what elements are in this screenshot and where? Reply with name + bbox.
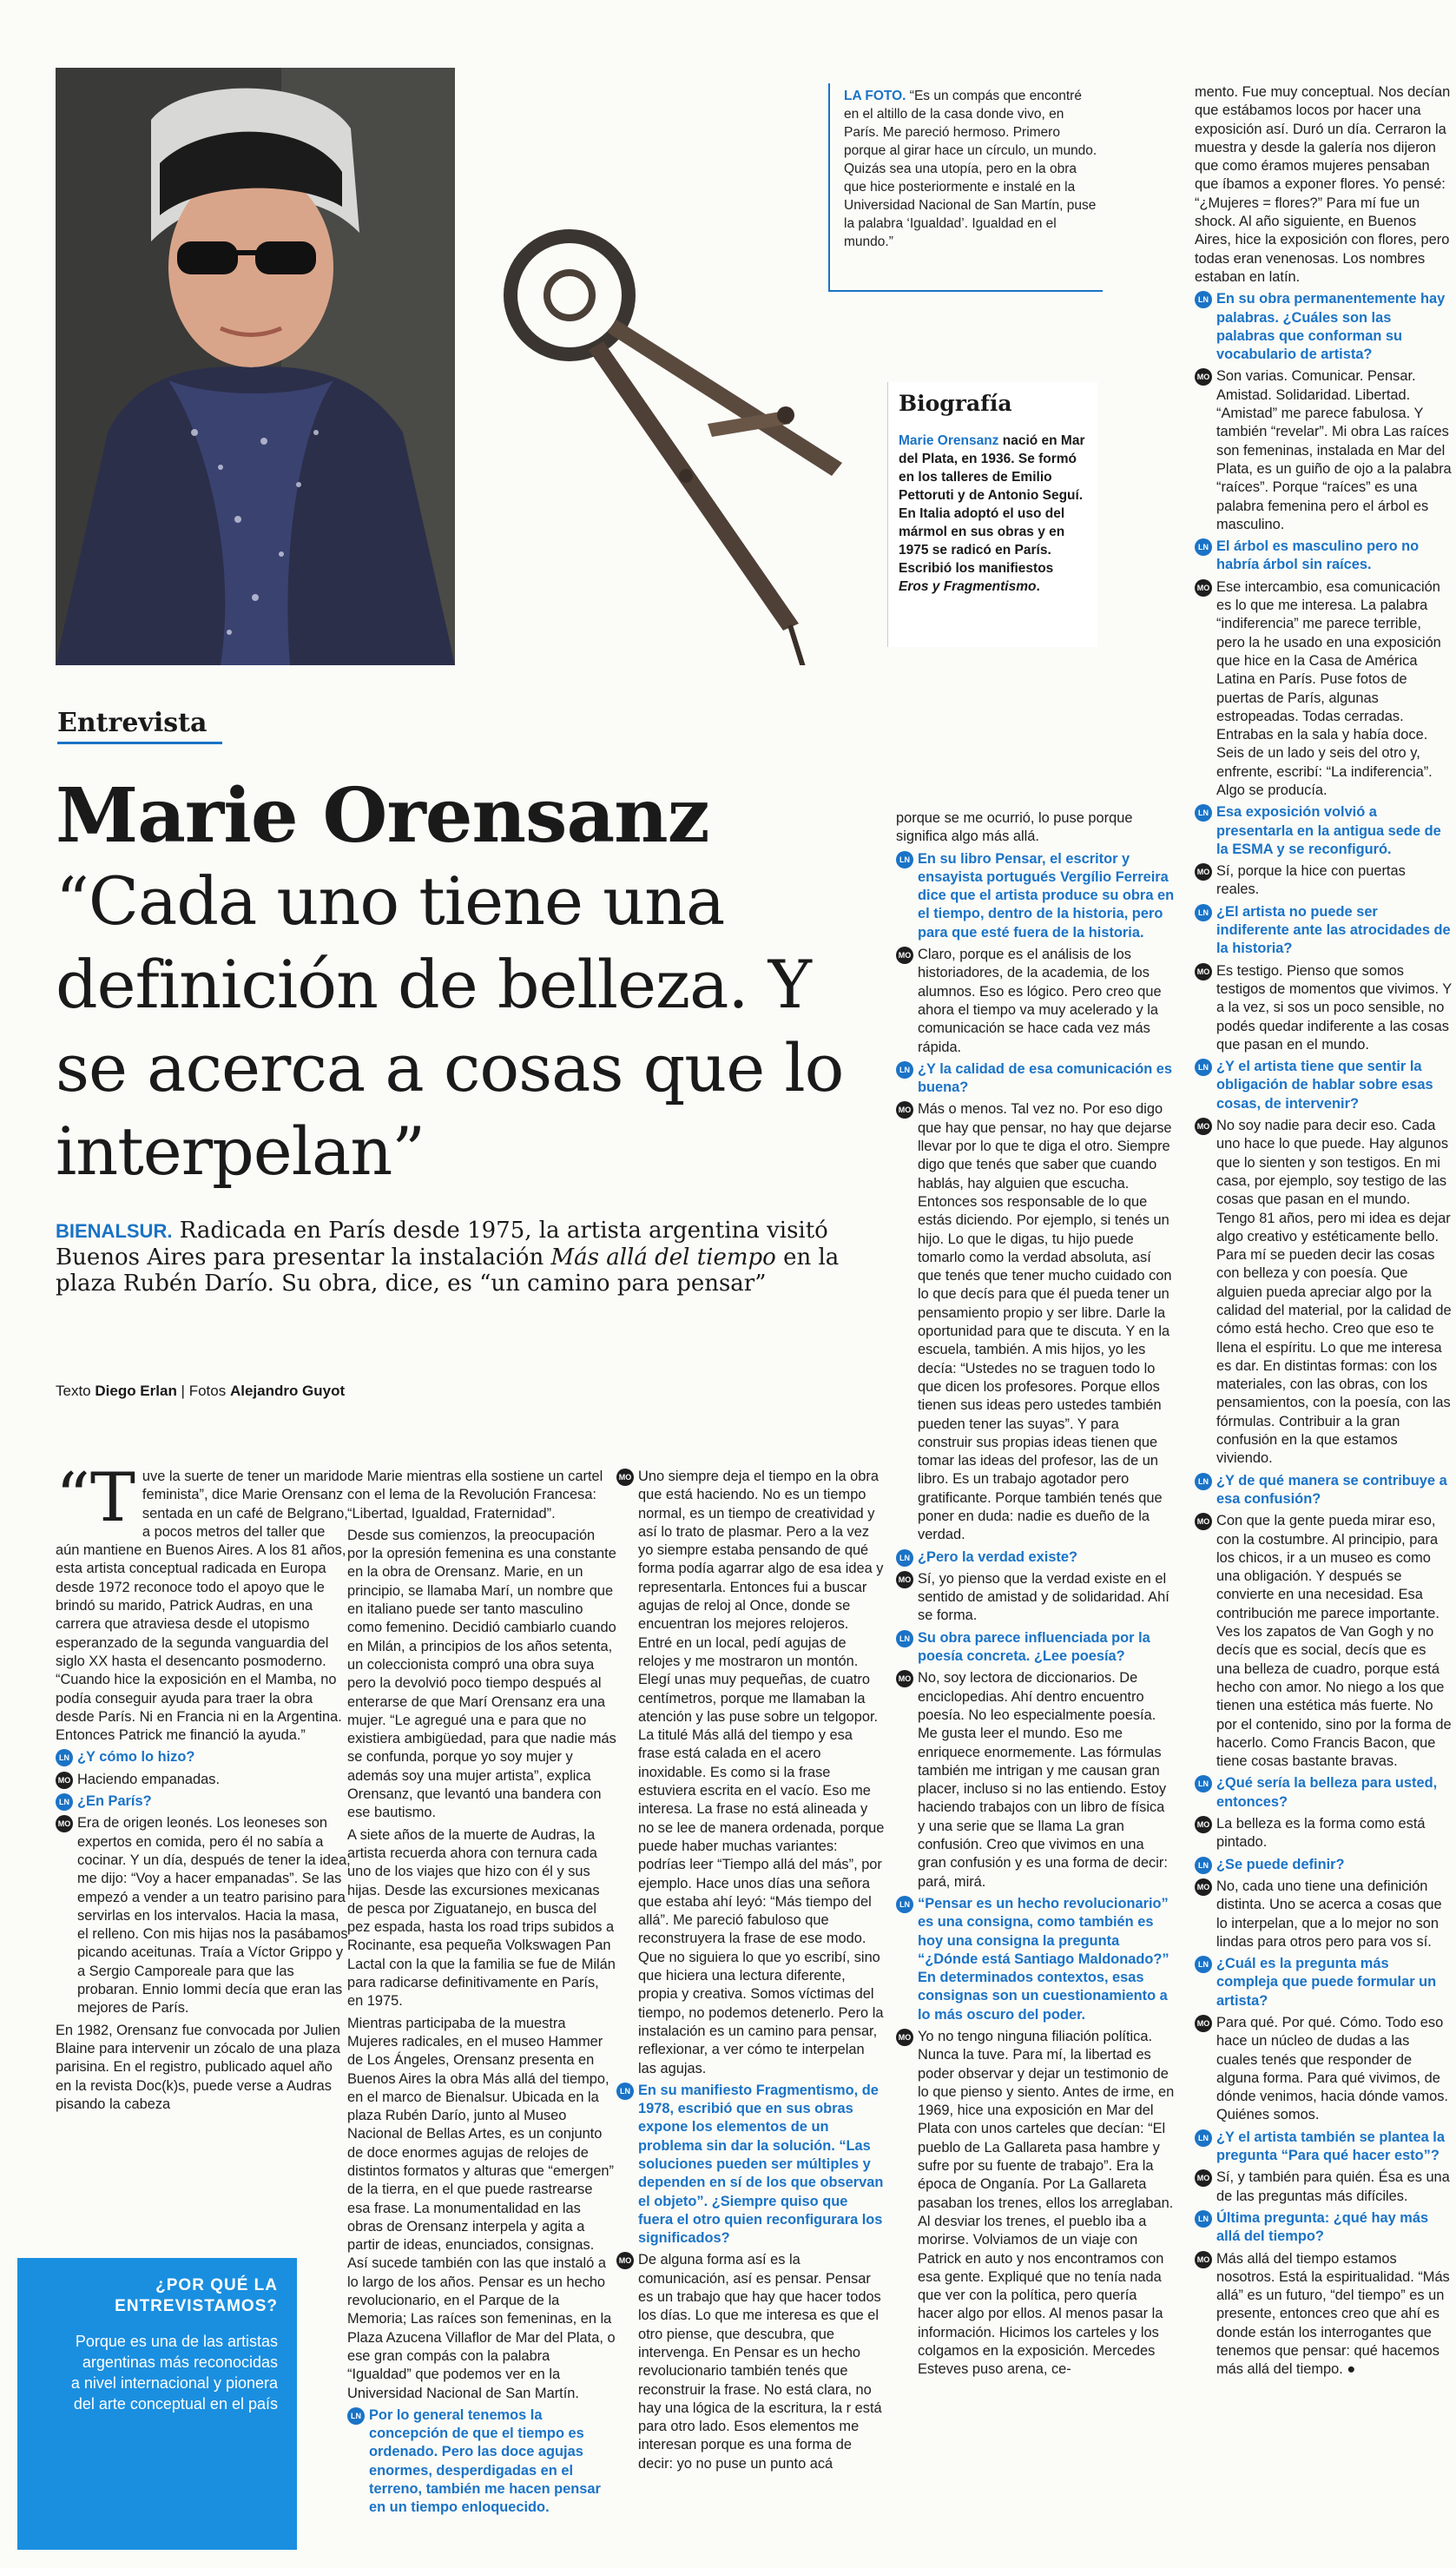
ln-badge-icon: LN bbox=[896, 1061, 913, 1079]
biography-body: nació en Mar del Plata, en 1936. Se formó en los talleres de Emilio Pettoruti y de Antonio Seguí. En Italia adoptó el uso del mármol en sus obras y en 1975 se radicó en París. Escribió los manifiestos bbox=[899, 433, 1085, 576]
answer-text: Claro, porque es el análisis de los historiadores, de la academia, de los alumnos. Eso es lógico. Pero creo que ahora el tiempo va muy acelerado y la comunicación se hace cada vez más rápida. bbox=[918, 947, 1162, 1055]
question-text: Su obra parece influenciada por la poesía concreta. ¿Lee poesía? bbox=[918, 1629, 1150, 1665]
ln-badge-icon: LN bbox=[347, 2407, 365, 2425]
article-column-5 bbox=[1195, 83, 1452, 2383]
answer bbox=[896, 1669, 1176, 1891]
answer bbox=[1195, 962, 1452, 1054]
mo-badge-icon: MO bbox=[896, 1670, 913, 1687]
question-text: En su libro Pensar, el escritor y ensayista portugués Vergílio Ferreira dice que el artista produce su obra en el tiempo, dentro de la historia, pero para que esté fuera de la historia. bbox=[918, 850, 1175, 941]
mo-badge-icon: MO bbox=[896, 947, 913, 964]
article-column-3 bbox=[616, 1468, 886, 2477]
question-text: Esa exposición volvió a presentarla en la antigua sede de la ESMA y se reconfiguró. bbox=[1216, 804, 1441, 857]
ln-badge-icon: LN bbox=[1195, 904, 1212, 921]
answer bbox=[896, 1570, 1176, 1626]
question bbox=[56, 1748, 351, 1766]
question bbox=[347, 2406, 616, 2518]
answer-text: Más o menos. Tal vez no. Por eso digo que hay que pensar, no hay que dejarse llevar por lo que te diga el otro. Siempre digo que tenés que saber que cuando hablás, hay alguien que escucha. Entonces sos responsable de lo que estás diciendo. Por ejemplo, si tenés un hijo. Lo que le digas, tu hijo puede tomarlo como la verdad absoluta, así que tenés que tener mucho cuidado con lo que decís para que él pueda tener un pensamiento propio y ser libre. Darle la oportunidad para que te discuta. Y en la escuela, también. A mis hijos, yo les decía: “Ustedes no se traguen todo lo que dicen los profesores. Porque ellos tienen sus ideas pero ustedes también pueden tener las suyas”. Y para construir sus propias ideas tienen que tomar las ideas del profesor, las de un libro. Es un trabajo agotador pero gratificante. Porque también tenés que poner en duda: nadie es dueño de la verdad. bbox=[918, 1101, 1172, 1543]
question bbox=[896, 850, 1176, 942]
question bbox=[1195, 2129, 1452, 2166]
article-column-2 bbox=[347, 1468, 616, 2521]
answer bbox=[1195, 2014, 1452, 2125]
biography-end: . bbox=[1036, 579, 1040, 594]
intro-paragraph bbox=[56, 1459, 351, 1745]
answer-text: Para qué. Por qué. Cómo. Todo eso hace un núcleo de dudas a las cuales tenés que responder de alguna forma. Para qué vivimos, de dónde venimos, hacia dónde vamos. Quiénes somos. bbox=[1216, 2014, 1448, 2123]
foto-box-border bbox=[828, 83, 830, 290]
question bbox=[896, 1548, 1176, 1567]
question bbox=[1195, 1856, 1452, 1874]
answer bbox=[1195, 2169, 1452, 2206]
mo-badge-icon: MO bbox=[56, 1815, 73, 1832]
answer-text: Era de origen leonés. Los leoneses son expertos en comida, pero él no sabía a cocinar. Y un día, después de tener la idea, me dijo: “Voy a hacer empanadas”. Se las empezó a vender a un teatro parisino para servirlas en los intervalos. Hacia la masa, el relleno. Con mis hijas nos la pasábamos picando aceitunas. Traía a Víctor Grippo y a Sergio Camporeale para que las probaran. Ennio Iommi decía que eran las mejores de París. bbox=[77, 1815, 351, 2017]
article-column-4 bbox=[896, 809, 1176, 2383]
question-text: ¿Y de qué manera se contribuye a esa confusión? bbox=[1216, 1472, 1447, 1507]
mo-badge-icon: MO bbox=[1195, 1878, 1212, 1896]
lead-text-b: en la plaza Rubén Darío. Su obra, dice, es “un camino para pensar” bbox=[56, 1244, 840, 1297]
answer-text: Ese intercambio, esa comunicación es lo que me interesa. La palabra “indiferencia” me parece terrible, pero la he usado en una exposición que hice en la Casa de América Latina en París. Puse fotos de puertas de París, algunas estropeadas. Todas cerradas. Entrabas en la sala y había doce. Seis de un lado y seis del otro y, enfrente, escribí: “La indiferencia”. Algo se producía. bbox=[1216, 578, 1441, 798]
photographer: Alejandro Guyot bbox=[229, 1383, 346, 1399]
body-paragraph: A siete años de la muerte de Audras, la artista recuerda ahora con ternura cada uno de los viajes que hizo con él y sus hijas. Desde las excursiones mexicanas de pesca por Ziguatanejo, en busca del pez espada, hasta los road trips subidos a Rocinante, esa pequeña Volkswagen Pan Lactal con la que la familia se fue de Milán para radicarse definitivamente en París, en 1975. bbox=[347, 1826, 616, 2010]
ln-badge-icon: LN bbox=[1195, 2210, 1212, 2228]
question bbox=[1195, 1472, 1452, 1509]
ln-badge-icon: LN bbox=[1195, 538, 1212, 556]
ln-badge-icon: LN bbox=[56, 1749, 73, 1766]
ln-badge-icon: LN bbox=[896, 1549, 913, 1567]
question-text: El árbol es masculino pero no habría árbol sin raíces. bbox=[1216, 538, 1420, 573]
mo-badge-icon: MO bbox=[56, 1772, 73, 1789]
question-text: En su obra permanentemente hay palabras. ¿Cuáles son las palabras que conforman su vocabulario de artista? bbox=[1216, 291, 1446, 363]
why-title: ¿POR QUÉ LA ENTREVISTAMOS? bbox=[115, 2276, 278, 2315]
mo-badge-icon: MO bbox=[1195, 368, 1212, 386]
answer bbox=[1195, 2250, 1452, 2380]
answer-text: La belleza es la forma como está pintado. bbox=[1216, 1816, 1426, 1851]
mo-badge-icon: MO bbox=[616, 2252, 634, 2269]
question bbox=[616, 2082, 886, 2248]
photo-caption-label: LA FOTO. bbox=[844, 89, 906, 103]
section-label: Entrevista bbox=[57, 708, 208, 738]
mo-badge-icon: MO bbox=[896, 1571, 913, 1588]
answer bbox=[616, 1468, 886, 2078]
answer bbox=[616, 2251, 886, 2473]
credits-prefix: Texto bbox=[56, 1383, 96, 1399]
photo-caption bbox=[835, 87, 1099, 251]
answer-text: Uno siempre deja el tiempo en la obra que está haciendo. No es un tiempo normal, es un tiempo de creatividad y así lo trato de plasmar. Pero a la vez yo siempre estaba pensando de qué forma podía agarrar algo de esa idea y representarla. Entonces fui a buscar agujas de reloj al Once, donde se encuentran los mejores relojeros. Entré en un local, pedí agujas de relojes y me mostraron un montón. Elegí unas muy pequeñas, de cuatro centímetros, porque me llamaban la atención y las puse sobre un telgopor. La titulé Más allá del tiempo y esa frase está calada en el acero inoxidable. Es como si la frase estuviera escrita en el vacío. Eso me interesa. La frase no está alineada y no se lee de manera ordenada, porque puede haber muchas variantes: podrías leer “Tiempo allá del más”, por ejemplo. Hace unos días una señora que estaba ahí leyó: “Más tiempo del allá”. Me pareció fabuloso que reconstruyera la frase de ese modo. Que no siguiera lo que yo escribí, sino que hiciera una lectura diferente, propia y creativa. Somos víctimas del tiempo, no podemos detenerlo. Pero la instalación es un camino para pensar, reflexionar, a ver cómo te interpelan las agujas. bbox=[638, 1469, 885, 2076]
question-text: ¿Y la calidad de esa comunicación es buena? bbox=[918, 1060, 1173, 1096]
biography-name: Marie Orensanz bbox=[899, 433, 999, 448]
dropcap: “T bbox=[56, 1459, 135, 1537]
answer-text: Yo no tengo ninguna filiación política. Nunca la tuve. Para mí, la libertad es poder observar y dejar un testimonio de lo que pienso y siento. Antes de irme, en 1969, hice una exposición en Mar del Plata con unos carteles que decían: “El pueblo de La Gallareta pasa hambre y sufre por su fuente de trabajo”. Era la época de Onganía. Por La Gallareta pasaban los trenes, ellos los arreglaban. Al desviar los trenes, el pueblo iba a morirse. Volviamos de un viaje con Patrick en auto y nos encontramos con esa gente. Expliqué que no tenía nada que ver con la política, pero quería hacer algo por ellos. Al menos pasar la información. Hicimos los carteles y los colgamos en la exposición. Mercedes Esteves puso arena, ce- bbox=[918, 2029, 1175, 2378]
mo-badge-icon: MO bbox=[896, 1101, 913, 1119]
answer-text: No soy nadie para decir eso. Cada uno hace lo que puede. Hay algunos que lo sienten y son testigos. En mi casa, por ejemplo, soy testigo de las cosas que pasan en el mundo. Tengo 81 años, pero mi idea es dejar algo creativo y estéticamente bello. Para mí se pueden decir las cosas con belleza y con poesía. Que alguien pueda apreciar algo por la calidad del material, por la calidad de cómo está hecho. Creo que eso te llena el espíritu. Lo que me interesa es dar. En distintas formas: con los materiales, con las obras, con los pensamientos, con la poesía, con las fórmulas. Contribuir a la gran confusión en la que estamos viviendo. bbox=[1216, 1118, 1452, 1467]
ln-badge-icon: LN bbox=[896, 1896, 913, 1913]
answer-text: Sí, porque la hice con puertas reales. bbox=[1216, 863, 1406, 898]
headline-quote: “Cada uno tiene una definición de belleza. Y se acerca a cosas que lo interpelan” bbox=[56, 862, 844, 1190]
mo-badge-icon: MO bbox=[1195, 579, 1212, 597]
mo-badge-icon: MO bbox=[616, 1469, 634, 1486]
answer-text: Sí, yo pienso que la verdad existe en el sentido de amistad y de solidaridad. Ahí se forma. bbox=[918, 1570, 1169, 1624]
mo-badge-icon: MO bbox=[1195, 2169, 1212, 2187]
biography-works: Eros y Fragmentismo bbox=[899, 579, 1037, 594]
question-text: ¿El artista no puede ser indiferente ante las atrocidades de la historia? bbox=[1216, 903, 1451, 957]
body-paragraph: mento. Fue muy conceptual. Nos decían que estábamos locos por hacer una exposición así. Duró un día. Cerraron la muestra y desde la galería nos dijeron que como éramos mujeres pensaban que íbamos a exponer flores. Yo pensé: “¿Mujeres = flores?” Para mí fue un shock. Al año siguiente, en Buenos Aires, hice la exposición con flores, pero todas eran venenosas. Los nombres estaban en latín. bbox=[1195, 84, 1451, 285]
question bbox=[896, 1629, 1176, 1667]
ln-badge-icon: LN bbox=[1195, 291, 1212, 308]
answer bbox=[56, 1814, 351, 2017]
ln-badge-icon: LN bbox=[56, 1793, 73, 1811]
ln-badge-icon: LN bbox=[1195, 1059, 1212, 1076]
mo-badge-icon: MO bbox=[1195, 863, 1212, 881]
question bbox=[896, 1895, 1176, 2024]
foto-box-border bbox=[828, 290, 1103, 292]
body-paragraph: En 1982, Orensanz fue convocada por Julien Blaine para intervenir un zócalo de una plaza parisina. En el registro, publicado aquel año en la revista Doc(k)s, puede verse a Audras pisando la cabeza bbox=[56, 2022, 341, 2112]
ln-badge-icon: LN bbox=[1195, 804, 1212, 822]
answer-text: De alguna forma así es la comunicación, así es pensar. Pensar es un trabajo que hay que hacer todos los días. Lo que me interesa es que el otro piense, que descubra, que intervenga. En Pensar es un hecho revolucionario también tenés que reconstruir la frase. No está clara, no hay una lógica de la escritura, la r está para otro lado. Esos elementos me interesan porque es una forma de decir: yo no puse un punto acá bbox=[638, 2252, 882, 2472]
biography-title: Biografía bbox=[899, 391, 1012, 416]
question bbox=[1195, 538, 1452, 575]
answer-text: No, soy lectora de diccionarios. De enciclopedias. Ahí dentro encuentro poesía. No leo especialmente poesía. Me gusta leer el mundo. Eso me enriquece enormemente. Las fórmulas también me intrigan y me causan gran placer, incluso si no las entiendo. Estoy haciendo trabajos con un libro de física y una serie que se llama La gran confusión. Creo que vivimos en una gran confusión y es una forma de decir: pará, mirá. bbox=[918, 1670, 1168, 1890]
question-text: “Pensar es un hecho revolucionario” es una consigna, como también es hoy una consigna la pregunta “¿Dónde está Santiago Maldonado?” En determinados contextos, esas consignas son un cuestionamiento a lo más oscuro del poder. bbox=[918, 1895, 1169, 2023]
question bbox=[1195, 290, 1452, 364]
answer bbox=[896, 946, 1176, 1057]
photo-caption-text: “Es un compás que encontré en el altillo de la casa donde vivo, en París. Me pareció hermoso. Primero porque al girar hace un círculo, un mundo. Quizás sea una utopía, pero en la obra que hice posteriormente e instalé en la Universidad Nacional de San Martín, puse la palabra ‘Igualdad’. Igualdad en el mundo.” bbox=[844, 89, 1097, 249]
question-text: Por lo general tenemos la concepción de que el tiempo es ordenado. Pero las doce agujas enormes, desperdigadas en el terreno, también me hacen pensar en un tiempo enloquecido. bbox=[369, 2406, 601, 2516]
question-text: ¿Y el artista tiene que sentir la obligación de hablar sobre esas cosas, de intervenir? bbox=[1216, 1059, 1433, 1112]
question-text: ¿En París? bbox=[77, 1793, 152, 1810]
body-paragraph: porque se me ocurrió, lo puse porque significa algo más allá. bbox=[896, 810, 1133, 845]
answer-text: Son varias. Comunicar. Pensar. Amistad. Solidaridad. Libertad. “Amistad” me parece fabulosa. Y también “revelar”. Mi obra Las raíces son femeninas, instalada en Mar del Plata, es un guiño de ojo a la palabra “raíces”. Porque “raíces” es una palabra femenina pero el árbol es masculino. bbox=[1216, 368, 1452, 532]
answer bbox=[1195, 578, 1452, 801]
body-paragraph: Desde sus comienzos, la preocupación por la opresión femenina es una constante en la obra de Orensanz. Marie, en un principio, se llamaba Marí, un nombre que en italiano puede ser tanto masculino como femenino. Decidió cambiarlo cuando en Milán, a principios de los años setenta, un coleccionista compró una obra suya pero la devolvió poco tiempo después al enterarse de que Marí Orensanz era una mujer. “Le agregué una e para que no existiera ambigüedad, para que nadie más se confunda, porque yo soy mujer y además soy una mujer artista”, explica Orensanz, que levantó una bandera con ese bautismo. bbox=[347, 1527, 616, 1821]
answer bbox=[1195, 1117, 1452, 1469]
ln-badge-icon: LN bbox=[1195, 1775, 1212, 1792]
answer bbox=[896, 2028, 1176, 2380]
ln-badge-icon: LN bbox=[1195, 1857, 1212, 1874]
author: Diego Erlan bbox=[95, 1383, 177, 1399]
question-text: En su manifiesto Fragmentismo, de 1978, escribió que en sus obras expone los elementos de un problema sin dar la solución. “Las soluciones pueden ser múltiples y dependen en sí de los que observan el objeto”. ¿Siempre quiso que fuera el otro quien reconfigurara los significados? bbox=[638, 2082, 884, 2247]
ln-badge-icon: LN bbox=[1195, 2129, 1212, 2147]
question bbox=[1195, 1774, 1452, 1812]
answer-text: Más allá del tiempo estamos nosotros. Está la espiritualidad. “Más allá” es un futuro, “del tiempo” es un presente, entonces creo que ahí es donde están los interrogantes que tenemos que pensar: qué hacemos más allá del tiempo. ● bbox=[1216, 2250, 1450, 2378]
answer-text: Es testigo. Pienso que somos testigos de momentos que vivimos. Y a la vez, si sos un poco sensible, no podés quedar indiferente a las cosas que pasan en el mundo. bbox=[1216, 962, 1452, 1053]
lead-paragraph bbox=[56, 1218, 863, 1297]
ln-badge-icon: LN bbox=[1195, 1473, 1212, 1490]
portrait-photo bbox=[56, 68, 455, 665]
ln-badge-icon: LN bbox=[616, 2083, 634, 2100]
mo-badge-icon: MO bbox=[1195, 963, 1212, 980]
question bbox=[1195, 903, 1452, 959]
question bbox=[1195, 1955, 1452, 2010]
credits-mid: | Fotos bbox=[176, 1383, 230, 1399]
ln-badge-icon: LN bbox=[1195, 1956, 1212, 1973]
question bbox=[896, 1060, 1176, 1098]
answer-text: No, cada uno tiene una definición distinta. Uno se acerca a cosas que lo interpelan, que a lo mejor no son lindas para otros pero para vos sí. bbox=[1216, 1878, 1442, 1950]
ln-badge-icon: LN bbox=[896, 1630, 913, 1647]
answer-text: Con que la gente pueda mirar eso, con la costumbre. Al principio, para los chicos, ir a un museo es como una obligación. Y después se convierte en una necesidad. Esa contribución me parece importante. Ves los zapatos de Van Gogh y no decís que es social, decís que es una belleza de cuadro, porque está hecho con amor. No niego a los que tienen una estética más fuerte. No por el contenido, sino por la forma de hacerlo. Como Francis Bacon, que tiene cosas bastante bravas. bbox=[1216, 1513, 1452, 1770]
lead-text-a: Radicada en París desde 1975, la artista argentina visitó Buenos Aires para presentar la instalación bbox=[56, 1218, 828, 1271]
why-body: Porque es una de las artistas argentinas más reconocidas a nivel internacional y pionera del arte conceptual en el país bbox=[70, 2333, 278, 2413]
question-text: ¿Qué sería la belleza para usted, entonces? bbox=[1216, 1775, 1438, 1810]
answer bbox=[1195, 367, 1452, 534]
question-text: ¿Pero la verdad existe? bbox=[918, 1548, 1078, 1565]
mo-badge-icon: MO bbox=[896, 2029, 913, 2046]
mo-badge-icon: MO bbox=[1195, 2015, 1212, 2032]
article-column-1 bbox=[56, 1459, 351, 2117]
question-text: ¿Se puede definir? bbox=[1216, 1856, 1345, 1872]
answer bbox=[896, 1100, 1176, 1544]
answer bbox=[1195, 1512, 1452, 1771]
ln-badge-icon: LN bbox=[896, 851, 913, 868]
section-rule bbox=[57, 742, 222, 744]
answer-text: Sí, y también para quién. Ésa es una de las preguntas más difíciles. bbox=[1216, 2169, 1450, 2204]
question bbox=[1195, 803, 1452, 859]
credits bbox=[56, 1383, 345, 1400]
intro-text: uve la suerte de tener un marido feminista”, dice Marie Orensanz sentada en un café de Belgrano, a pocos metros del taller que aún mantiene en Buenos Aires. A los 81 años, esta artista conceptual radicada en Europa desde 1972 reconoce todo el apoyo que le brindó su marido, Patrick Audras, en una carrera que atraviesa desde el utopismo esperanzado de la segunda vanguardia del siglo XX hasta el desencanto posmoderno. “Cuando hice la exposición en el Mamba, no podía conseguir ayuda para traer la obra desde París. Ni en Francia ni en la Argentina. Entonces Patrick me financió la ayuda.” bbox=[56, 1469, 348, 1744]
biography-box bbox=[887, 382, 1097, 647]
question bbox=[1195, 1058, 1452, 1113]
lead-work-title: Más allá del tiempo bbox=[550, 1244, 776, 1271]
why-interview-box bbox=[17, 2258, 297, 2550]
question-text: ¿Y cómo lo hizo? bbox=[77, 1749, 195, 1766]
question bbox=[56, 1792, 351, 1811]
question-text: ¿Y el artista también se plantea la pregunta “Para qué hacer esto”? bbox=[1216, 2129, 1445, 2164]
mo-badge-icon: MO bbox=[1195, 2251, 1212, 2268]
answer bbox=[1195, 1815, 1452, 1852]
mo-badge-icon: MO bbox=[1195, 1118, 1212, 1135]
answer-text: Haciendo empanadas. bbox=[77, 1771, 221, 1787]
interviewee-name: Marie Orensanz bbox=[56, 772, 709, 860]
mo-badge-icon: MO bbox=[1195, 1816, 1212, 1833]
lead-tag: BIENALSUR. bbox=[56, 1220, 173, 1242]
mo-badge-icon: MO bbox=[1195, 1513, 1212, 1530]
answer bbox=[1195, 862, 1452, 900]
question-text: Última pregunta: ¿qué hay más allá del tiempo? bbox=[1216, 2209, 1429, 2245]
biography-text bbox=[899, 432, 1087, 596]
answer bbox=[56, 1771, 351, 1789]
answer bbox=[1195, 1878, 1452, 1951]
question-text: ¿Cuál es la pregunta más compleja que puede formular un artista? bbox=[1216, 1956, 1437, 2009]
body-paragraph: Mientras participaba de la muestra Mujeres radicales, en el museo Hammer de Los Ángeles, Orensanz presenta en Buenos Aires la obra Más allá del tiempo, en el marco de Bienalsur. Ubicada en la plaza Rubén Darío, junto al Museo Nacional de Bellas Artes, es un conjunto de doce enormes agujas de relojes de distintos formatos y alturas que “emergen” de la tierra, en el que puede rastrearse esa frase. La monumentalidad en las obras de Orensanz interpela y agita a partir de ideas, enunciados, consignas. Así sucede también con las que instaló a lo largo de los años. Pensar es un hecho revolucionario, en el Parque de la Memoria; Las raíces son femeninas, en la Plaza Azucena Villaflor de Mar del Plata, o ese gran compás con la palabra “Igualdad” que podemos ver en la Universidad Nacional de San Martín. bbox=[347, 2015, 616, 2401]
body-paragraph: de Marie mientras ella sostiene un cartel con el lema de la Revolución Francesa: “Libertad, Igualdad, Fraternidad”. bbox=[347, 1469, 603, 1522]
question bbox=[1195, 2209, 1452, 2247]
